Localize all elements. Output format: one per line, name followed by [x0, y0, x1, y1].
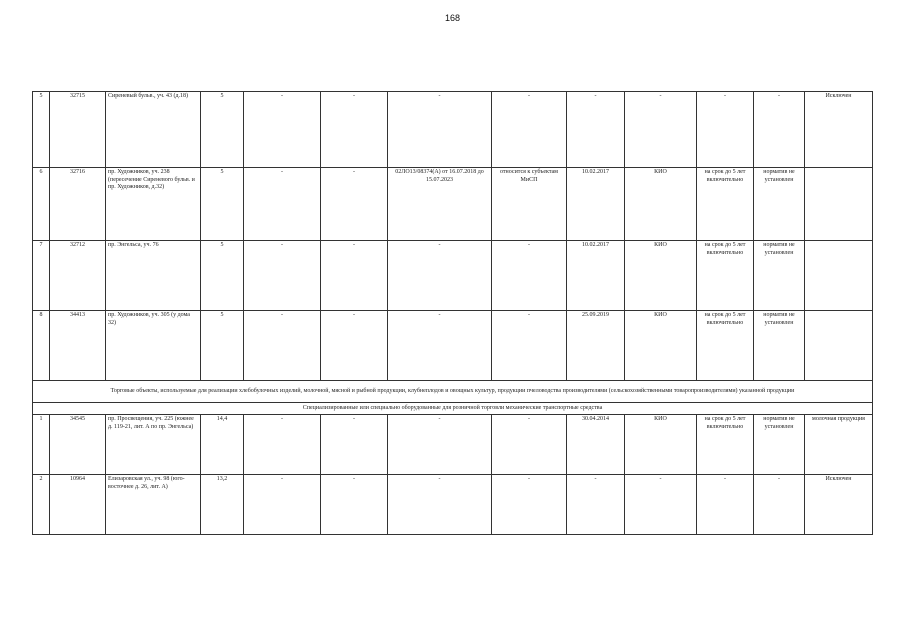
- inclusion-date: -: [567, 475, 625, 535]
- cell: -: [244, 241, 321, 311]
- smb-status: -: [492, 415, 567, 475]
- note: [805, 168, 873, 241]
- row-number: 8: [33, 311, 50, 381]
- cell: -: [321, 415, 388, 475]
- authority: КИО: [625, 311, 697, 381]
- norm: норматив не установлен: [754, 241, 805, 311]
- object-address: Сиреневый бульв., уч. 43 (д.18): [106, 92, 201, 168]
- table-row: [33, 168, 873, 241]
- table-row: [33, 415, 873, 475]
- object-address: пр. Художников, уч. 238 (пересечение Сиреневого бульв. и пр. Художников, д.32): [106, 168, 201, 241]
- norm: норматив не установлен: [754, 311, 805, 381]
- cell: -: [244, 92, 321, 168]
- section-subheader: Специализированные или специально оборудованные для розничной торговли механические транспортные средства: [33, 403, 873, 415]
- smb-status: -: [492, 241, 567, 311]
- object-area: 13,2: [201, 475, 244, 535]
- contract-info: -: [388, 415, 492, 475]
- cell: -: [321, 168, 388, 241]
- cell: -: [244, 311, 321, 381]
- contract-info: -: [388, 311, 492, 381]
- object-address: Елизаровская ул., уч. 98 (юго-восточнее д. 26, лит. А): [106, 475, 201, 535]
- cell: -: [321, 92, 388, 168]
- norm: -: [754, 475, 805, 535]
- inclusion-date: -: [567, 92, 625, 168]
- table-row: [33, 311, 873, 381]
- contract-info: -: [388, 241, 492, 311]
- object-address: пр. Энгельса, уч. 76: [106, 241, 201, 311]
- smb-status: относится к субъектам МиСП: [492, 168, 567, 241]
- row-number: 1: [33, 415, 50, 475]
- table-row: [33, 92, 873, 168]
- authority: КИО: [625, 168, 697, 241]
- term: на срок до 5 лет включительно: [697, 311, 754, 381]
- cell: -: [321, 475, 388, 535]
- norm: норматив не установлен: [754, 168, 805, 241]
- object-id: 32712: [50, 241, 106, 311]
- contract-info: 02ЛО13/08374(А) от 16.07.2018 до 15.07.2023: [388, 168, 492, 241]
- object-area: 5: [201, 241, 244, 311]
- object-area: 5: [201, 311, 244, 381]
- object-address: пр. Просвещения, уч. 225 (южнее д. 119-21, лит. А по пр. Энгельса): [106, 415, 201, 475]
- note: [805, 241, 873, 311]
- note: [805, 311, 873, 381]
- note: Исключен: [805, 92, 873, 168]
- term: на срок до 5 лет включительно: [697, 415, 754, 475]
- cell: -: [321, 241, 388, 311]
- object-id: 32716: [50, 168, 106, 241]
- section-subheader-row: [33, 403, 873, 415]
- contract-info: -: [388, 92, 492, 168]
- term: на срок до 5 лет включительно: [697, 168, 754, 241]
- row-number: 7: [33, 241, 50, 311]
- row-number: 2: [33, 475, 50, 535]
- object-address: пр. Художников, уч. 305 (у дома 32): [106, 311, 201, 381]
- note: молочная продукция: [805, 415, 873, 475]
- cell: -: [244, 168, 321, 241]
- row-number: 5: [33, 92, 50, 168]
- section-header: Торговые объекты, используемые для реализации хлебобулочных изделий, молочной, мясной и рыбной продукции, клубнеплодов и овощных культур, продукции пчеловодства производителями (сельскохозяйственными товаропроизводителями) указанной продукции: [33, 381, 873, 403]
- inclusion-date: 25.09.2019: [567, 311, 625, 381]
- registry-table: [32, 91, 873, 535]
- inclusion-date: 10.02.2017: [567, 168, 625, 241]
- smb-status: -: [492, 311, 567, 381]
- section-header-row: [33, 381, 873, 403]
- table-row: [33, 241, 873, 311]
- cell: -: [321, 311, 388, 381]
- norm: норматив не установлен: [754, 415, 805, 475]
- term: -: [697, 475, 754, 535]
- cell: -: [244, 475, 321, 535]
- authority: КИО: [625, 415, 697, 475]
- term: на срок до 5 лет включительно: [697, 241, 754, 311]
- row-number: 6: [33, 168, 50, 241]
- object-area: 5: [201, 92, 244, 168]
- note: Исключен: [805, 475, 873, 535]
- object-area: 5: [201, 168, 244, 241]
- inclusion-date: 30.04.2014: [567, 415, 625, 475]
- inclusion-date: 10.02.2017: [567, 241, 625, 311]
- page-number: 168: [444, 13, 461, 23]
- table-row: [33, 475, 873, 535]
- smb-status: -: [492, 92, 567, 168]
- object-id: 34413: [50, 311, 106, 381]
- authority: -: [625, 92, 697, 168]
- term: -: [697, 92, 754, 168]
- authority: КИО: [625, 241, 697, 311]
- smb-status: -: [492, 475, 567, 535]
- object-id: 32715: [50, 92, 106, 168]
- object-area: 14,4: [201, 415, 244, 475]
- authority: -: [625, 475, 697, 535]
- object-id: 34545: [50, 415, 106, 475]
- norm: -: [754, 92, 805, 168]
- object-id: 10964: [50, 475, 106, 535]
- cell: -: [244, 415, 321, 475]
- contract-info: -: [388, 475, 492, 535]
